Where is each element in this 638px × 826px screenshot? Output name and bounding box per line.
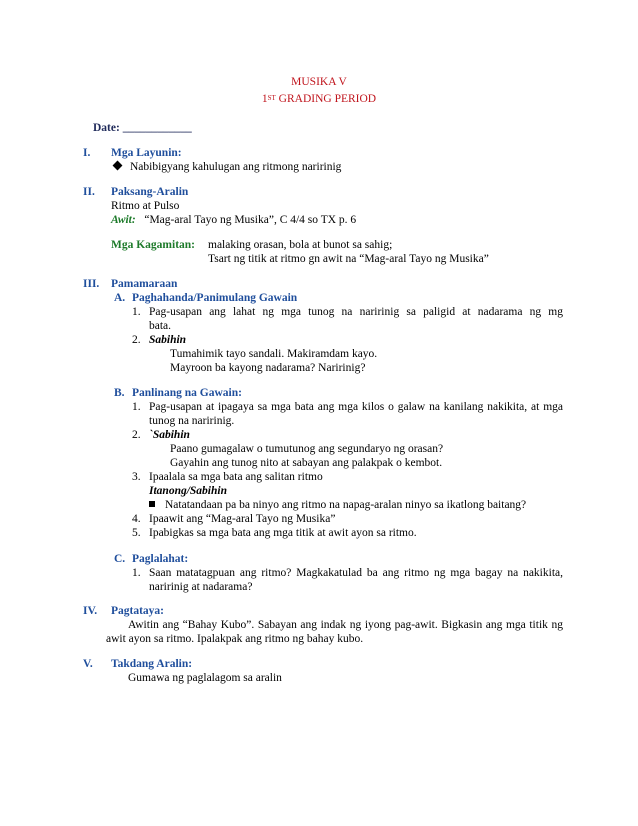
part-a-label: A.	[114, 292, 126, 304]
period-text: GRADING PERIOD	[275, 93, 377, 105]
part-a-title: Paghahanda/Panimulang Gawain	[132, 292, 298, 304]
date-field: Date: ____________	[93, 122, 192, 134]
materials-label: Mga Kagamitan:	[111, 239, 196, 251]
assessment-line-2: awit ayon sa ritmo. Ipalakpak ang ritmo ng bahay kubo.	[106, 633, 364, 645]
section-3-title: Pamamaraan	[111, 278, 178, 290]
part-a-item-2-line-2: Mayroon ba kayong nadarama? Naririnig?	[170, 362, 366, 374]
part-b-item-3-number: 3.	[132, 471, 141, 483]
section-4-title: Pagtataya:	[111, 605, 165, 617]
part-b-item-1-number: 1.	[132, 401, 141, 413]
part-c-item-1-line-2: naririnig at nadarama?	[149, 581, 253, 593]
part-b-item-1-line-1: Pag-usapan at ipagaya sa mga bata ang mga kilos o galaw na kanilang nakikita, at mga	[149, 401, 563, 413]
part-b-item-2-title: `Sabihin	[149, 429, 190, 441]
part-b-item-4-number: 4.	[132, 513, 141, 525]
section-2-title: Paksang-Aralin	[111, 186, 189, 198]
period-number: 1	[261, 93, 268, 105]
part-b-item-1-line-2: tunog na naririnig.	[149, 415, 235, 427]
part-b-item-3-text: Ipaalala sa mga bata ang salitan ritmo	[149, 471, 323, 483]
part-c-item-1-number: 1.	[132, 567, 141, 579]
topic-line: Ritmo at Pulso	[111, 200, 180, 212]
square-bullet-icon	[149, 501, 155, 507]
part-b-title: Panlinang na Gawain:	[132, 387, 242, 399]
part-b-item-2-number: 2.	[132, 429, 141, 441]
assessment-line-1: Awitin ang “Bahay Kubo”. Sabayan ang indak ng iyong pag-awit. Bigkasin ang mga titik ng	[128, 619, 563, 631]
section-1-number: I.	[83, 147, 91, 159]
part-b-item-2-line-1: Paano gumagalaw o tumutunog ang segundaryo ng orasan?	[170, 443, 444, 455]
objective-item	[114, 160, 341, 174]
part-a-item-2-number: 2.	[132, 334, 141, 346]
part-b-item-5-number: 5.	[132, 527, 141, 539]
grading-period	[0, 92, 638, 106]
section-5-number: V.	[83, 658, 93, 670]
song-text: “Mag-aral Tayo ng Musika”, C 4/4 so TX p. 6	[144, 214, 357, 226]
part-b-item-4-text: Ipaawit ang “Mag-aral Tayo ng Musika”	[149, 513, 336, 525]
diamond-bullet-icon	[113, 161, 123, 171]
part-b-item-3-bullet	[149, 498, 526, 512]
materials-line-1: malaking orasan, bola at bunot sa sahig;	[208, 239, 393, 251]
section-4-number: IV.	[83, 605, 98, 617]
part-a-item-1-line-2: bata.	[149, 320, 172, 332]
part-b-label: B.	[114, 387, 125, 399]
section-1-title: Mga Layunin:	[111, 147, 182, 159]
part-a-item-1-line-1: Pag-usapan ang lahat ng mga tunog na naririnig sa paligid at nadarama ng mg	[149, 306, 563, 318]
part-a-item-2-title: Sabihin	[149, 334, 187, 346]
part-c-item-1-line-1: Saan matatagpuan ang ritmo? Magkakatulad ba ang ritmo ng mga bagay na nakikita,	[149, 567, 563, 579]
period-superscript: ST	[267, 94, 276, 102]
part-a-item-1-number: 1.	[132, 306, 141, 318]
objective-text: Nabibigyang kahulugan ang ritmong naririnig	[130, 161, 342, 173]
part-c-title: Paglalahat:	[132, 553, 189, 565]
assignment-line: Gumawa ng paglalagom sa aralin	[128, 672, 282, 684]
section-2-number: II.	[83, 186, 95, 198]
part-b-item-5-text: Ipabigkas sa mga bata ang mga titik at awit ayon sa ritmo.	[149, 527, 417, 539]
section-5-title: Takdang Aralin:	[111, 658, 193, 670]
document-title: MUSIKA V	[291, 76, 347, 88]
part-b-item-3-bullet-text: Natatandaan pa ba ninyo ang ritmo na napag-aralan ninyo sa ikatlong baitang?	[165, 499, 527, 511]
part-b-item-3-subtitle: Itanong/Sabihin	[149, 485, 227, 497]
part-c-label: C.	[114, 553, 126, 565]
part-a-item-2-line-1: Tumahimik tayo sandali. Makiramdam kayo.	[170, 348, 378, 360]
song-line	[111, 213, 356, 227]
part-b-item-2-line-2: Gayahin ang tunog nito at sabayan ang palakpak o kembot.	[170, 457, 443, 469]
song-label: Awit:	[111, 214, 136, 226]
section-3-number: III.	[83, 278, 100, 290]
materials-line-2: Tsart ng titik at ritmo gn awit na “Mag-aral Tayo ng Musika”	[208, 253, 489, 265]
